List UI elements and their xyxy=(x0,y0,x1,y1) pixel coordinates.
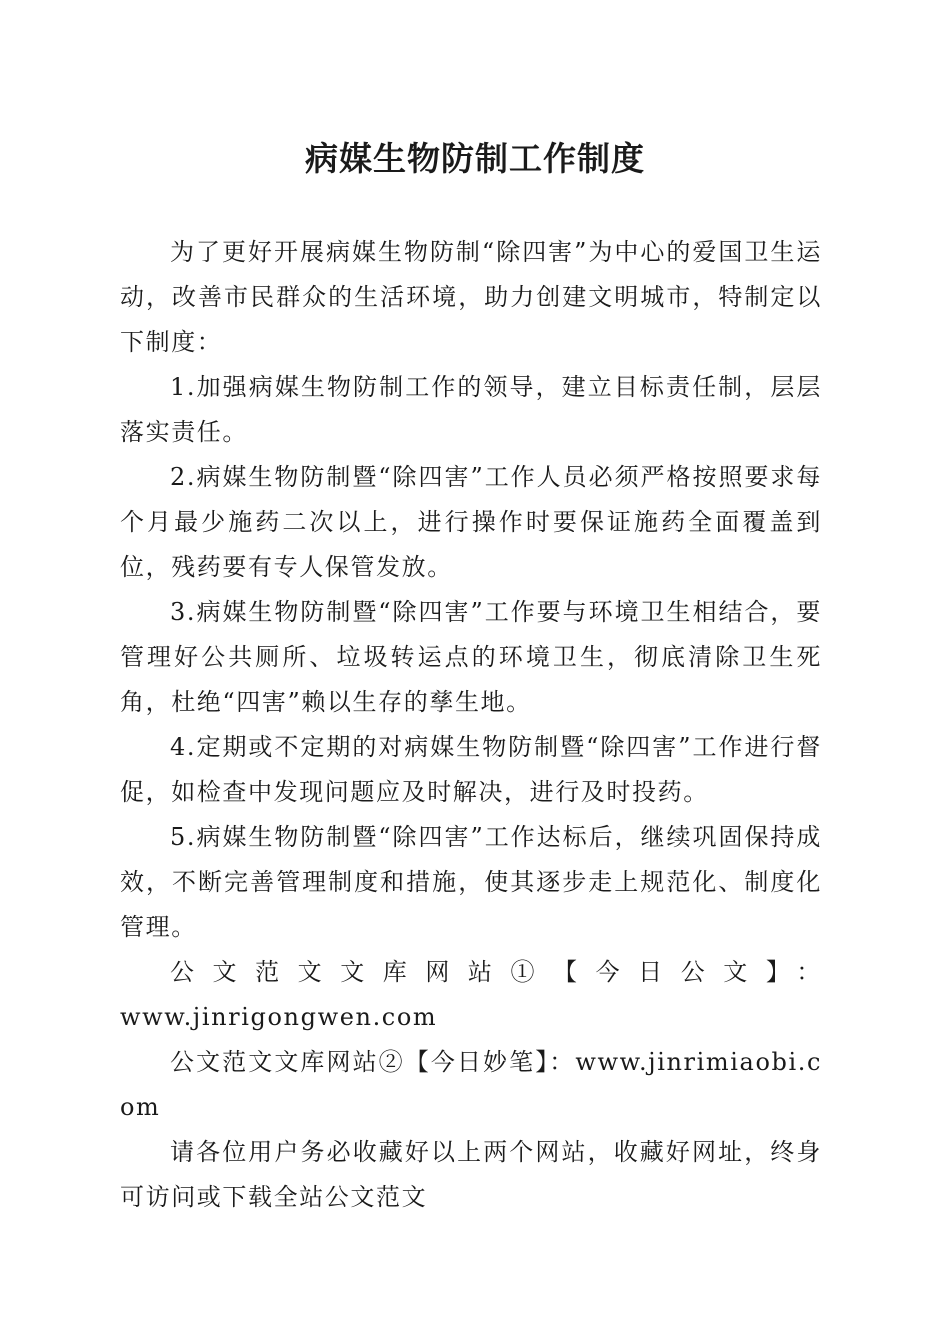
paragraph-item-1: 1.加强病媒生物防制工作的领导，建立目标责任制，层层落实责任。 xyxy=(120,373,822,446)
footer-site-1 xyxy=(120,950,822,1040)
paragraph-item-2: 2.病媒生物防制暨“除四害”工作人员必须严格按照要求每个月最少施药二次以上，进行操作时要保证施药全面覆盖到位，残药要有专人保管发放。 xyxy=(120,463,822,581)
document-body xyxy=(120,230,822,1220)
paragraph-item-5: 5.病媒生物防制暨“除四害”工作达标后，继续巩固保持成效，不断完善管理制度和措施，使其逐步走上规范化、制度化管理。 xyxy=(120,823,822,941)
footer-notice: 请各位用户务必收藏好以上两个网站，收藏好网址，终身可访问或下载全站公文范文 xyxy=(120,1138,822,1211)
footer-site-1-url[interactable]: www.jinrigongwen.com xyxy=(120,1003,438,1031)
footer-site-2: 公文范文文库网站②【今日妙笔】：www.jinrimiaobi.com xyxy=(120,1048,822,1121)
paragraph-item-3: 3.病媒生物防制暨“除四害”工作要与环境卫生相结合，要管理好公共厕所、垃圾转运点的环境卫生，彻底清除卫生死角，杜绝“四害”赖以生存的孳生地。 xyxy=(120,598,822,716)
paragraph-item-4: 4.定期或不定期的对病媒生物防制暨“除四害”工作进行督促，如检查中发现问题应及时解决，进行及时投药。 xyxy=(120,733,822,806)
paragraph-intro: 为了更好开展病媒生物防制“除四害”为中心的爱国卫生运动，改善市民群众的生活环境，助力创建文明城市，特制定以下制度： xyxy=(120,238,822,356)
page-title: 病媒生物防制工作制度 xyxy=(305,139,645,178)
footer-site-1-label: 公文范文文库网站①【今日公文】： xyxy=(170,958,822,986)
